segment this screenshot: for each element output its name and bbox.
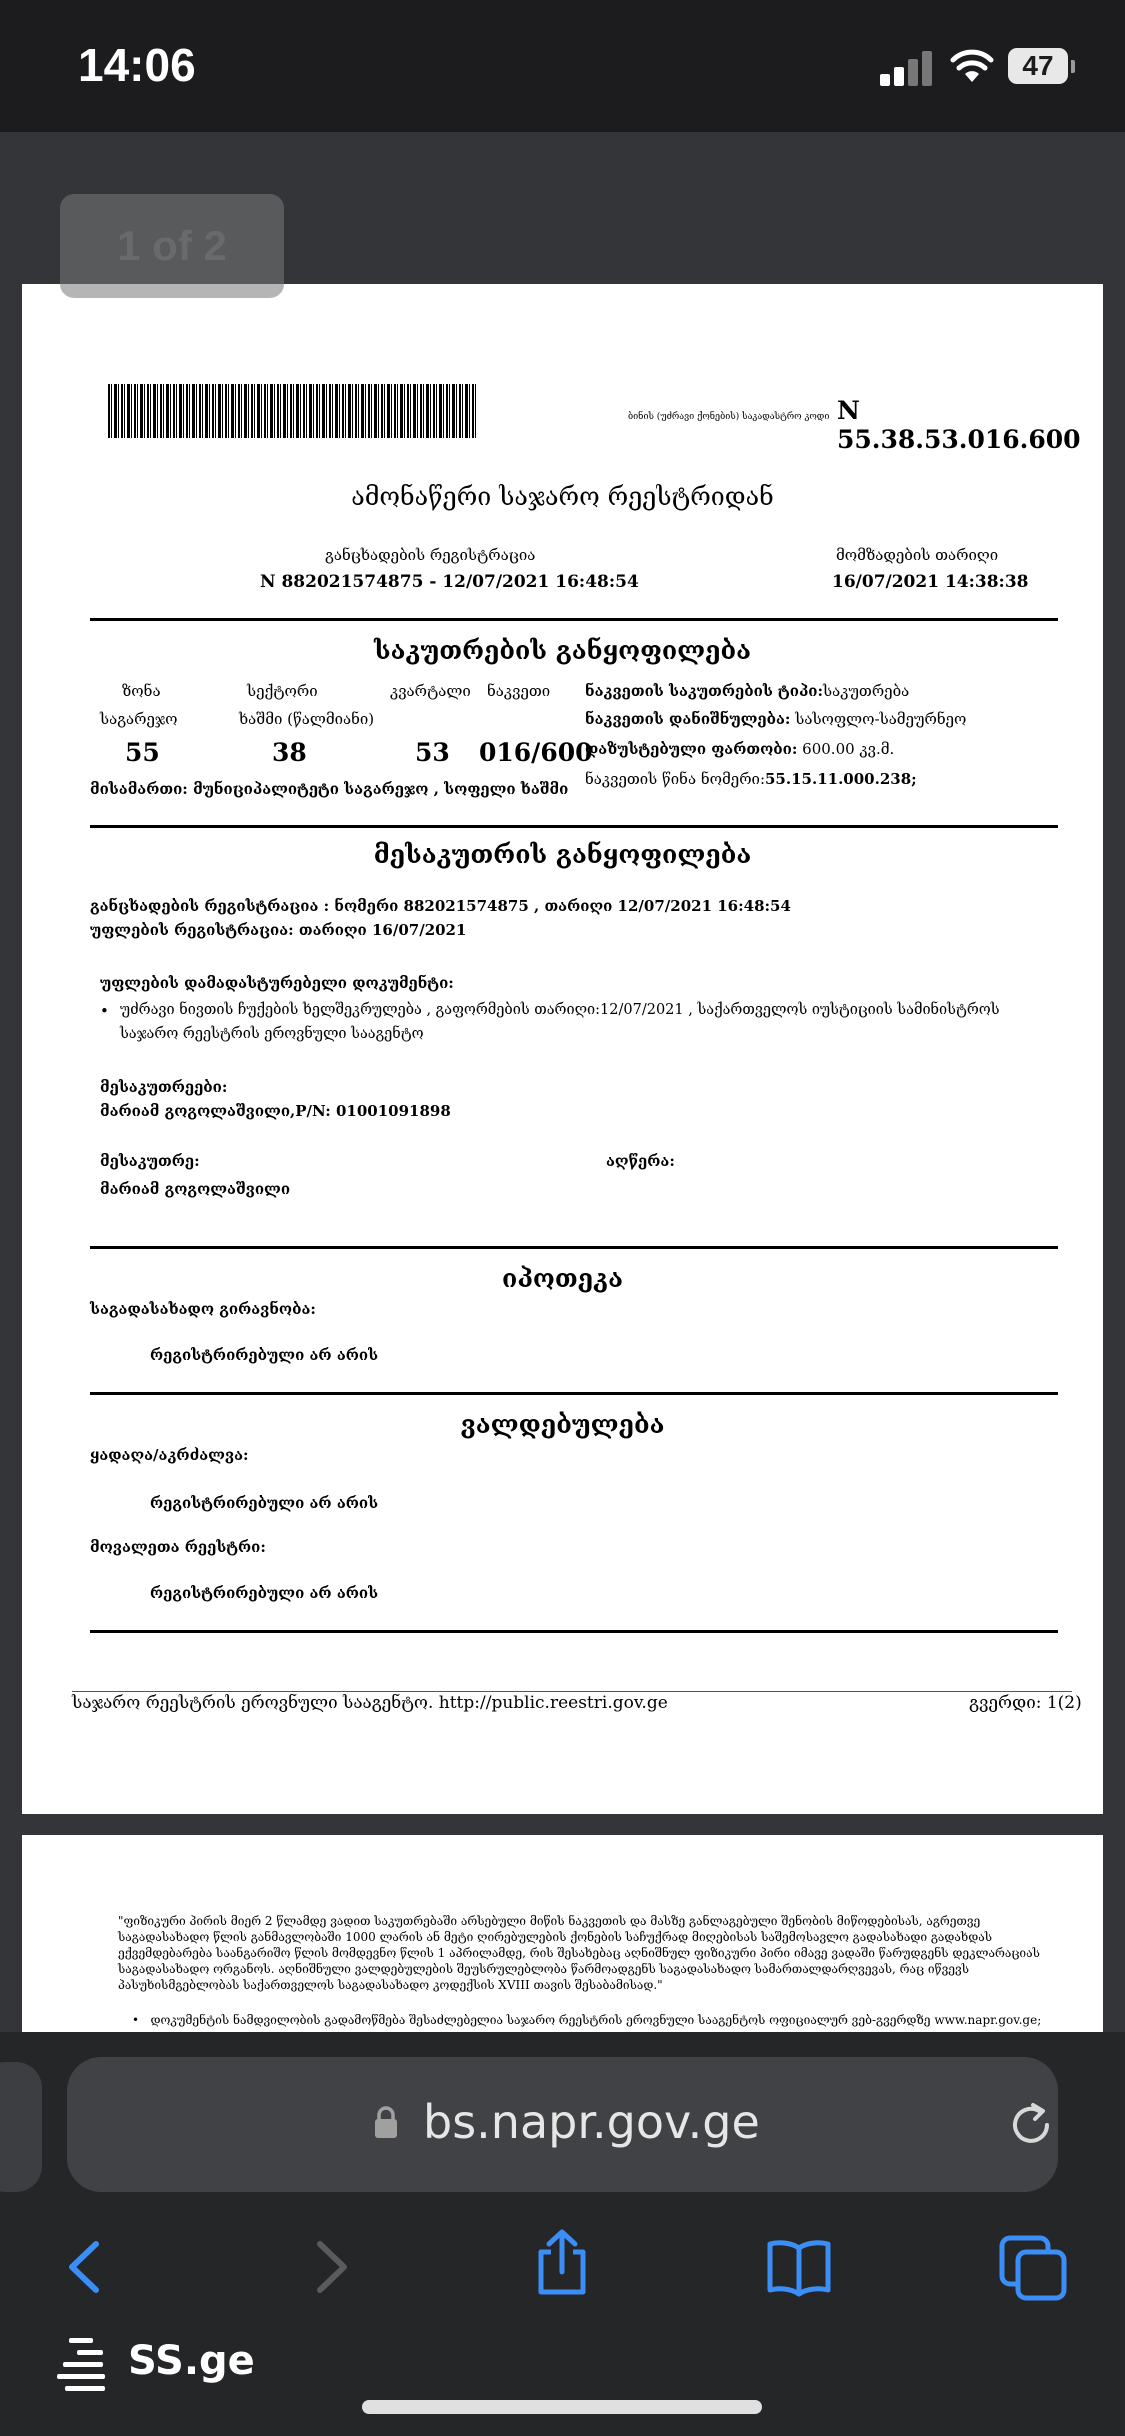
divider: [90, 1630, 1058, 1633]
menu-lines-icon: [55, 2334, 111, 2394]
obligation-title: ვალდებულება: [460, 1410, 665, 1439]
purpose-label: ნაკვეთის დანიშნულება:: [585, 710, 791, 728]
documents-line-1: უძრავი ნივთის ჩუქების ხელშეკრულება , გაფორმების თარიღი:12/07/2021 , საქართველოს იუსტიციის სამინისტროს: [120, 1002, 1000, 1018]
owners-value: მარიამ გოგოლაშვილი,P/N: 01001091898: [100, 1102, 451, 1120]
ownership-type-label: ნაკვეთის საკუთრების ტიპი:: [585, 682, 824, 700]
sector-name: ხაშმი (წალმიანი): [239, 710, 375, 728]
bookmarks-icon[interactable]: [764, 2232, 834, 2302]
app-name: SS.ge: [128, 2338, 255, 2384]
browser-toolbar: [0, 2032, 1125, 2436]
battery-indicator: 47: [1008, 48, 1068, 84]
debtors-status: რეგისტრირებული არ არის: [150, 1584, 379, 1602]
battery-nub: [1071, 60, 1075, 73]
tabs-icon[interactable]: [998, 2232, 1068, 2302]
ownership-type-row: [585, 682, 909, 700]
zone-value: 55: [125, 738, 160, 767]
area-value: 600.00 კვ.მ.: [802, 740, 895, 758]
share-icon[interactable]: [527, 2228, 597, 2298]
bullet-icon: •: [100, 1002, 109, 1020]
area-row: [585, 740, 894, 758]
lock-icon: [373, 2105, 399, 2139]
address-bar[interactable]: [67, 2057, 1058, 2192]
tax-lien-status: რეგისტრირებული არ არის: [150, 1346, 379, 1364]
previous-number-row: [585, 770, 917, 788]
previous-number-label: ნაკვეთის წინა ნომერი:: [585, 770, 765, 788]
back-icon[interactable]: [52, 2232, 122, 2302]
purpose-value: სასოფლო-სამეურნეო: [795, 710, 967, 728]
document-page-1: [22, 284, 1103, 1814]
purpose-row: [585, 710, 966, 728]
home-indicator[interactable]: [362, 2400, 762, 2414]
footer-rule: [72, 1691, 1072, 1692]
pdf-viewer[interactable]: [0, 132, 1125, 2032]
footer-page-number: გვერდი: 1(2): [969, 1693, 1082, 1713]
owner-section-title: მესაკუთრის განყოფილება: [373, 840, 752, 869]
status-time: 14:06: [78, 39, 196, 91]
header-parcel: ნაკვეთი: [487, 682, 551, 700]
url-text[interactable]: bs.napr.gov.ge: [423, 2095, 760, 2149]
divider: [90, 618, 1058, 621]
barcode: [108, 384, 478, 438]
sector-value: 38: [272, 738, 307, 767]
address-value: მუნიციპალიტეტი საგარეჯო , სოფელი ხაშმი: [193, 780, 569, 798]
cellular-signal-icon: [880, 50, 934, 86]
tax-lien-label: საგადასახადო გირავნობა:: [90, 1300, 316, 1318]
verification-note: [132, 2013, 1052, 2027]
zone-name: საგარეჯო: [100, 710, 178, 728]
previous-tab-peek[interactable]: [0, 2062, 42, 2192]
preparation-date-value: 16/07/2021 14:38:38: [832, 572, 1029, 592]
seizure-status: რეგისტრირებული არ არის: [150, 1494, 379, 1512]
ownership-type-value: საკუთრება: [823, 682, 910, 700]
property-section-title: საკუთრების განყოფილება: [373, 636, 752, 665]
description-label: აღწერა:: [606, 1152, 675, 1170]
tax-notice-paragraph: "ფიზიკური პირის მიერ 2 წლამდე ვადით საკუთრებაში არსებული მიწის ნაკვეთის და მასზე განლაგებული შენობის მიწოდებისას, აგრეთვე საგადასახადო წლის განმავლობაში 1000 ლარის ან მეტი ღირებულების ქონების საჩუქრად მიღებისას საშემოსავლო გადასახადი გადახდას ექვემდებარება საანგარიშო წლის მომდევნო წლის 1 აპრილამდე, რის შესახებაც აღნიშნულ ფიზიკური პირი იმავე ვადაში წარუდგენს დეკლარაციას საგადასახადო ორგანოს. აღნიშნული ვალდებულების შეუსრულებლობა წარმოადგენს საგადასახადო სამართალდარღვევას, რაც იწვევს პასუხისმგებლობას საქართველოს საგადასახადო კოდექსის XVIII თავის შესაბამისად.": [118, 1914, 1040, 1992]
debtors-label: მოვალეთა რეესტრი:: [90, 1538, 266, 1556]
header-zone: ზონა: [122, 682, 161, 700]
header-block: კვარტალი: [390, 682, 471, 700]
header-sector: სექტორი: [247, 682, 318, 700]
status-bar: [0, 0, 1125, 132]
bullet-icon: •: [132, 2013, 151, 2027]
footer-agency: საჯარო რეესტრის ეროვნული სააგენტო. http://public.reestri.gov.ge: [72, 1693, 668, 1713]
owner-label: მესაკუთრე:: [100, 1152, 200, 1170]
address-row: [90, 780, 568, 798]
previous-number-value: 55.15.11.000.238;: [765, 770, 917, 788]
mortgage-title: იპოთეკა: [502, 1264, 623, 1293]
cadastral-code-label: ბინის (უძრავი ქონების) საკადასტრო კოდი: [628, 412, 830, 422]
documents-label: უფლების დამადასტურებელი დოკუმენტი:: [100, 974, 454, 992]
reload-icon[interactable]: [1007, 2101, 1055, 2149]
owner-application-reg: განცხადების რეგისტრაცია : ნომერი 882021574875 , თარიღი 12/07/2021 16:48:54: [90, 897, 791, 915]
document-title: ამონაწერი საჯარო რეესტრიდან: [351, 482, 774, 511]
parcel-value: 016/600: [479, 738, 593, 767]
owner-value: მარიამ გოგოლაშვილი: [100, 1180, 291, 1198]
wifi-icon: [950, 48, 994, 84]
divider: [90, 825, 1058, 828]
forward-icon[interactable]: [294, 2232, 364, 2302]
block-value: 53: [415, 738, 450, 767]
right-registration: უფლების რეგისტრაცია: თარიღი 16/07/2021: [90, 921, 467, 939]
seizure-label: ყადაღა/აკრძალვა:: [90, 1446, 249, 1464]
divider: [90, 1392, 1058, 1395]
application-reg-label: განცხადების რეგისტრაცია: [325, 546, 536, 564]
document-page-2: [22, 1835, 1103, 2032]
divider: [90, 1246, 1058, 1249]
area-label: დაზუსტებული ფართობი:: [585, 740, 798, 758]
application-reg-value: N 882021574875 - 12/07/2021 16:48:54: [260, 572, 639, 592]
verification-note-text: დოკუმენტის ნამდვილობის გადამოწმება შესაძლებელია საჯარო რეესტრის ეროვნული სააგენტოს ოფიციალურ ვებ-გვერდზე www.napr.gov.ge;: [150, 2013, 1042, 2027]
owners-label: მესაკუთრეები:: [100, 1078, 228, 1096]
address-label: მისამართი:: [90, 780, 188, 798]
documents-line-2: საჯარო რეესტრის ეროვნული სააგენტო: [120, 1026, 424, 1042]
page-indicator: 1 of 2: [60, 194, 284, 298]
preparation-date-label: მომზადების თარიღი: [836, 546, 999, 564]
cadastral-code: N 55.38.53.016.600: [837, 396, 1081, 454]
